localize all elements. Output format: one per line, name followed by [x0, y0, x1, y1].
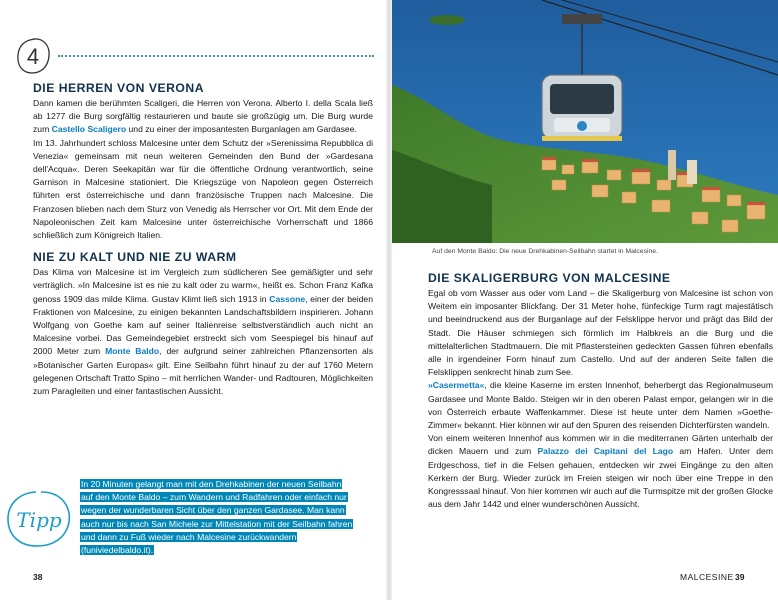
text-run: Von einem weiteren Innenhof aus kommen wir in die mediterranen Gärten unterhalb der dicken Mauern und zum — [428, 433, 773, 457]
tipp-logo — [3, 488, 75, 550]
text-run: am Hafen. Unter dem Erdgeschoss, tief in die Felsen gehauen, entdecken wir zwei Eingänge zu den alten Kerkern der Burg. Wieder zurück im Freien steigen wir noch über eine Treppe in den Kongresssaal hinauf. Von hier kommen wir auch auf die Turmspitze mit der großen Glocke aus dem Jahr 1442 und einer wunderschönen Aussicht. — [428, 446, 773, 510]
tipp-box — [80, 478, 354, 557]
text-run: , der aufgrund seiner zahlreichen Pflanzensorten als »Botanischer Garten Europas« gilt. Eine Seilbahn führt hinauf zu der auf 1760 Metern gelegenen Ortschaft Tratto Spino – mit herrlichen Wander- und Radtouren, Möglichkeiten zum Paragleiten und einer fantastischen Aussicht. — [33, 346, 374, 397]
paragraph: Egal ob vom Wasser aus oder vom Land – die Skaligerburg von Malcesine ist schon von Weitem ein imposanter Blickfang. Der 31 Meter hohe, fünfeckige Turm ragt majestätisch und beeindruckend aus der Burganlage auf der Felsklippe hervor und prägt das Bild der Stadt. Die Häuser schmiegen sich förmlich im Halbkreis an die Burg und die mittelalterlichen Stadtmauern. Die mit Pflastersteinen gedeckten Gassen führen ebenfalls alle in irgendeiner Form hinauf zum Castello. Und auf der anderen Seite fallen die Felsklippen senkrecht hinab zum See. — [428, 288, 773, 378]
running-head: MALCESINE — [680, 572, 734, 582]
tipp-label: Tipp — [16, 508, 62, 532]
paragraph — [33, 266, 373, 398]
link-palazzo-dei-capitani[interactable]: Palazzo dei Capitani del Lago — [537, 446, 674, 457]
page-number-right: 39 — [735, 572, 745, 582]
link-monte-baldo[interactable]: Monte Baldo — [105, 346, 160, 357]
text-run: Das Klima von Malcesine ist im Vergleich zum südlicheren See gemäßigter und sehr verträglich. »In Malcesine ist es nie zu kalt oder zu warm«, heißt es. Schon Franz Kafka genoss 1909 das milde Klima. Gustav Klimt ließ sich 1913 in — [33, 267, 373, 304]
chapter-dotted-rule — [58, 55, 374, 57]
chapter-number-badge — [14, 36, 52, 76]
text-run: , einer der beiden Fraktionen von Malcesine, zu einigen bekannten Landschaftsbildern inspirieren. Johann Wolfgang von Goethe kam auf seiner Italienreise selbstverständlich auch nicht an Malcesine vorbei. Das Gemeindegebiet erstreckt sich vom Seespiegel bis hinauf auf 2000 Meter zum — [33, 293, 373, 357]
paragraph: Im 13. Jahrhundert schloss Malcesine unter dem Schutz der »Serenissima Repubblica di Venezia« gemeinsam mit neun weiteren Gemeinden den Bund der »Gardesana dell'Acqua«. Deren Seekapitän war für die öffentliche Ordnung verantwortlich, seine Garnison in Malcesine stationiert. Die Kriegszüge von Napoleon gegen Österreich führten erst österreichische und dann französische Truppen nach Malcesine. Die Franzosen blieben nach dem Sturz von Venedig als Herrscher vor Ort. Mit dem Ende der Napoleonischen Zeit kam Malcesine unter österreichische Vorherrschaft und 1866 schließlich zum Königreich Italien. — [33, 137, 373, 241]
photo-caption: Auf den Monte Baldo: Die neue Drehkabinen-Seilbahn startet in Malcesine. — [432, 248, 658, 255]
chapter-number: 4 — [26, 44, 40, 69]
page-number-left: 38 — [33, 572, 43, 582]
paragraph — [428, 379, 773, 432]
right-text-column — [428, 270, 773, 511]
link-cassone[interactable]: Cassone — [269, 293, 306, 304]
cable-car-photo — [392, 0, 778, 243]
paragraph — [428, 432, 773, 511]
text-run: Dann kamen die berühmten Scaligeri, die Herren von Verona. Alberto I. della Scala ließ ab 1277 die Burg sorgfältig restaurieren und baute sie großzügig um. Die Burg wurde zum — [33, 98, 373, 135]
paragraph — [33, 97, 373, 137]
text-run: , die kleine Kaserne im ersten Innenhof, beherbergt das Regionalmuseum Gardasee und Monte Baldo. Steigen wir in den oberen Palast empor, gelangen wir in die von Österreich erbaute Waffenkammer. Diese ist heute unter dem Namen »Goethe-Zimmer« bekannt. Hier können wir auf den Spuren des reisenden Dichterfürsten wandeln. — [428, 380, 773, 431]
heading-skaligerburg: DIE SKALIGERBURG VON MALCESINE — [428, 271, 671, 285]
tipp-text: In 20 Minuten gelangt man mit den Drehkabinen der neuen Seilbahn auf den Monte Baldo – zum Wandern und Radfahren oder einfach nur wegen der wunderbaren Sicht über den ganzen Gardasee. Man kann auch nur bis nach San Michele zur Mittelstation mit der Seilbahn fahren und dann zu Fuß wieder nach Malcesine zurückwandern (funiviedelbaldo.it). — [81, 479, 353, 556]
heading-herren-von-verona: DIE HERREN VON VERONA — [33, 81, 204, 95]
link-casermetta[interactable]: »Casermetta« — [428, 380, 485, 391]
heading-nie-zu-kalt: NIE ZU KALT UND NIE ZU WARM — [33, 250, 237, 265]
link-castello-scaligero[interactable]: Castello Scaligero — [51, 124, 127, 135]
text-run: und zu einer der imposantesten Burganlagen am Gardasee. — [126, 124, 357, 135]
left-text-column — [33, 80, 373, 398]
